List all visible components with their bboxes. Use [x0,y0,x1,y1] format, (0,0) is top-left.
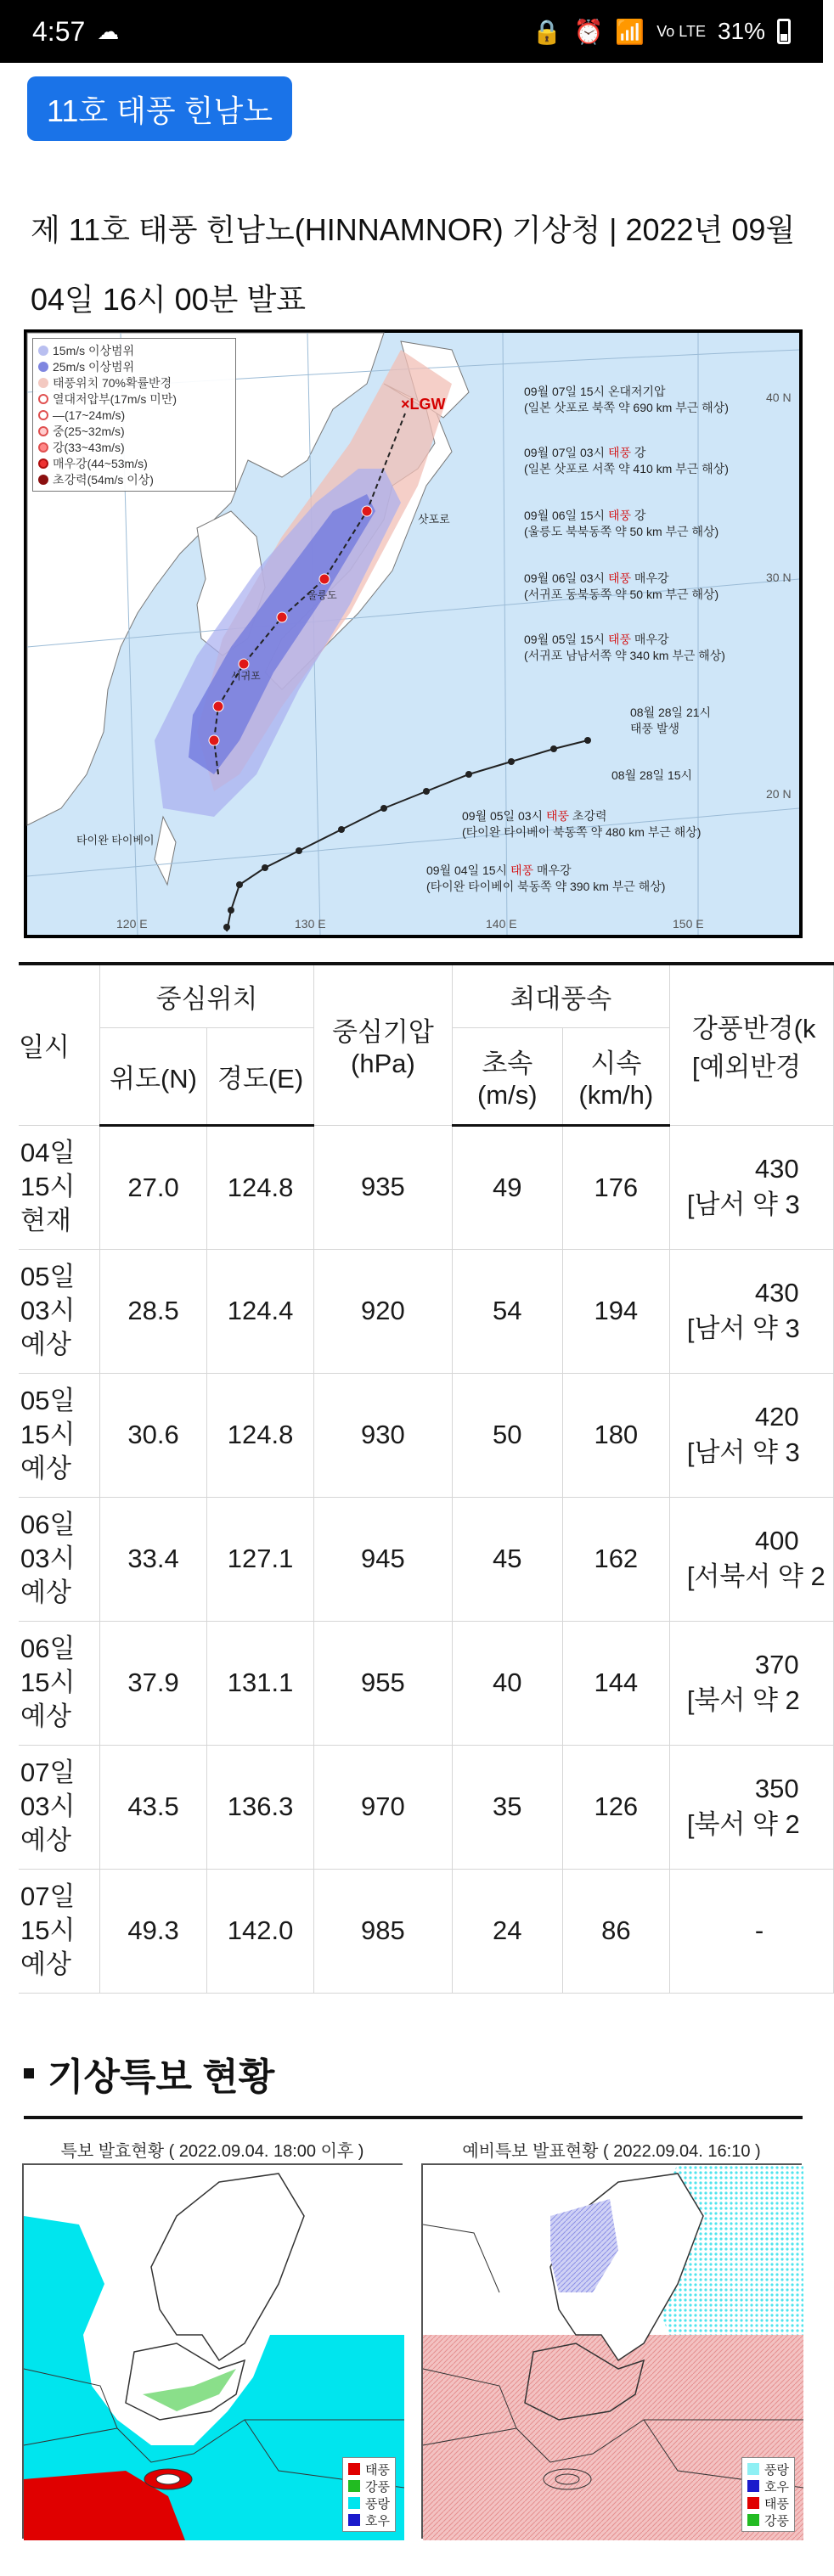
table-row [19,1249,834,1373]
label-seogwipo: 서귀포 [231,670,261,682]
legend-row [38,423,230,439]
table-row [19,1745,834,1869]
cell-pressure: 970 [314,1745,453,1869]
header-maxwind: 최대풍속 [452,964,669,1027]
forecast-table-wrapper[interactable] [19,962,826,1994]
label-sapporo: 삿포로 [418,513,450,526]
header-lon: 경도(E) [207,1027,314,1125]
section-title-text: 기상특보 현황 [48,2056,275,2098]
warning-map-current[interactable] [22,2163,403,2539]
cell-ms: 50 [452,1373,562,1497]
wifi-icon: 📶 [615,18,645,45]
forecast-table [19,962,834,1994]
label-ulleung: 울릉도 [307,589,337,601]
table-row [19,1497,834,1621]
cell-ms: 54 [452,1249,562,1373]
lgw-marker: ×LGW [401,396,446,413]
cell-lon: 124.8 [207,1373,314,1497]
cell-ms: 45 [452,1497,562,1621]
legend-row: 호우 [747,2478,789,2494]
legend-swatch-0 [38,346,48,356]
cell-kmh: 86 [562,1869,669,1993]
cell-kmh: 180 [562,1373,669,1497]
header-pressure: 중심기압 (hPa) [314,964,453,1125]
cell-pressure: 930 [314,1373,453,1497]
header-center: 중심위치 [100,964,314,1027]
legend-row: 풍랑 [348,2494,390,2511]
legend-swatch [348,2480,360,2492]
cell-lat: 37.9 [100,1621,207,1745]
legend-row: 태풍 [348,2461,390,2478]
legend-row: 강풍 [348,2478,390,2494]
cell-time: 05일 15시 예상 [19,1373,100,1497]
network-label: Vo LTE [656,22,706,40]
cell-ms: 24 [452,1869,562,1993]
legend-row: 태풍 [747,2494,789,2511]
legend-swatch [747,2480,759,2492]
cell-kmh: 126 [562,1745,669,1869]
legend-swatch-6 [38,442,48,453]
cell-time: 04일 15시 현재 [19,1125,100,1249]
cell-radius: 350 [북서 약 2 [669,1745,833,1869]
cell-lon: 142.0 [207,1869,314,1993]
tick-lon150: 150 E [673,917,704,931]
section-divider [24,2116,803,2119]
cell-kmh: 162 [562,1497,669,1621]
annotation-0907-15: 09월 07일 15시 온대저기압 (일본 삿포로 북쪽 약 690 km 부근 해상) [524,385,729,414]
warning-caption: 특보 발효현황 ( 2022.09.04. 18:00 이후 ) [60,2142,364,2161]
legend-label: 매우강(44~53m/s) [53,456,148,470]
cell-lon: 127.1 [207,1497,314,1621]
warning-legend-current [342,2457,396,2532]
legend-label: 중(25~32m/s) [53,424,125,438]
legend-row: 풍랑 [747,2461,789,2478]
legend-swatch-8 [38,475,48,485]
header-lat: 위도(N) [100,1027,207,1125]
lock-icon: 🔒 [532,18,562,45]
land-taiwan [155,817,176,885]
cell-lon: 124.8 [207,1125,314,1249]
cell-kmh: 176 [562,1125,669,1249]
annotation-0828-21: 08월 28일 21시 태풍 발생 [630,706,712,735]
legend-row: 강풍 [747,2511,789,2528]
warning-caption: 예비특보 발표현황 ( 2022.09.04. 16:10 ) [462,2142,761,2161]
cell-lat: 43.5 [100,1745,207,1869]
legend-row [38,407,230,423]
legend-row: 호우 [348,2511,390,2528]
alarm-icon: ⏰ [573,18,604,45]
legend-label: 초강력(54m/s 이상) [53,472,154,487]
legend-label: 15m/s 이상범위 [53,343,135,357]
legend-swatch-4 [38,410,48,420]
legend-row [38,439,230,455]
table-row [19,1373,834,1497]
warning-panel-current[interactable] [22,2140,403,2539]
cell-pressure: 945 [314,1497,453,1621]
annotation-0906-15: 09월 06일 15시 태풍 강 (울릉도 북북동쪽 약 50 km 부근 해상) [524,509,719,538]
legend-swatch [747,2514,759,2526]
cell-lat: 28.5 [100,1249,207,1373]
cell-lat: 30.6 [100,1373,207,1497]
table-row [19,1125,834,1249]
cell-pressure: 935 [314,1125,453,1249]
tick-lat20: 20 N [766,787,792,801]
legend-row [38,455,230,471]
legend-row [38,342,230,358]
legend-swatch-1 [38,362,48,372]
cell-time: 06일 15시 예상 [19,1621,100,1745]
tick-lat30: 30 N [766,571,792,584]
cell-time: 07일 03시 예상 [19,1745,100,1869]
legend-swatch-3 [38,394,48,404]
weather-notification-icon: ☁ [97,18,120,44]
battery-percent: 31% [717,18,765,44]
annotation-0904-15: 09월 04일 15시 태풍 매우강 (타이완 타이베이 북동쪽 약 390 km 부근 해상) [426,863,666,893]
tick-lat40: 40 N [766,391,792,404]
tick-lon130: 130 E [295,917,326,931]
cell-lat: 27.0 [100,1125,207,1249]
cell-radius: 420 [남서 약 3 [669,1373,833,1497]
page-title: 제 11호 태풍 힌남노(HINNAMNOR) 기상청 | 2022년 09월 04일 16시 00분 발표 [31,212,796,317]
annotation-0905-03: 09월 05일 03시 태풍 초강력 (타이완 타이베이 북동쪽 약 480 km 부근 해상) [462,809,702,839]
cell-lon: 136.3 [207,1745,314,1869]
cell-time: 07일 15시 예상 [19,1869,100,1993]
cell-pressure: 920 [314,1249,453,1373]
cell-lon: 131.1 [207,1621,314,1745]
cell-ms: 40 [452,1621,562,1745]
header-ms: 초속 (m/s) [452,1027,562,1125]
table-row [19,1621,834,1745]
cell-kmh: 194 [562,1249,669,1373]
tick-lon120: 120 E [116,917,148,931]
cell-lat: 49.3 [100,1869,207,1993]
label-taipei: 타이완 타이베이 [76,834,155,846]
legend-swatch [747,2463,759,2475]
legend-row [38,374,230,391]
typhoon-track-map [24,329,803,938]
legend-row [38,358,230,374]
header-time: 일시 [19,964,100,1125]
cell-time: 05일 03시 예상 [19,1249,100,1373]
legend-label: 열대저압부(17m/s 미만) [53,391,178,406]
legend-label: 강(33~43m/s) [53,440,125,454]
legend-swatch [348,2514,360,2526]
legend-swatch [747,2497,759,2509]
cell-radius: 370 [북서 약 2 [669,1621,833,1745]
table-row [19,1869,834,1993]
typhoon-tag-button[interactable]: 11호 태풍 힌남노 [27,76,292,141]
legend-label: 태풍위치 70%확률반경 [53,375,172,390]
cell-kmh: 144 [562,1621,669,1745]
warning-legend-preliminary [741,2457,795,2532]
legend-label: —(17~24m/s) [53,408,126,422]
cell-radius: - [669,1869,833,1993]
warning-panel-preliminary[interactable] [421,2140,802,2539]
status-icons [533,18,791,46]
cell-lon: 124.4 [207,1249,314,1373]
legend-swatch [348,2463,360,2475]
status-time: 4:57 [32,15,86,47]
annotation-0828-15: 08월 28일 15시 [611,768,693,782]
section-title [24,2046,274,2101]
cell-radius: 430 [남서 약 3 [669,1125,833,1249]
section-bullet-icon [24,2068,34,2078]
cell-lat: 33.4 [100,1497,207,1621]
cell-time: 06일 03시 예상 [19,1497,100,1621]
legend-swatch-7 [38,458,48,469]
warning-map-preliminary[interactable] [421,2163,802,2539]
legend-row [38,471,230,487]
legend-swatch-5 [38,426,48,436]
cell-radius: 400 [서북서 약 2 [669,1497,833,1621]
map-legend [32,338,236,492]
battery-icon [777,19,791,44]
status-bar [0,0,823,63]
cell-radius: 430 [남서 약 3 [669,1249,833,1373]
legend-swatch [348,2497,360,2509]
cell-ms: 35 [452,1745,562,1869]
annotation-0905-15: 09월 05일 15시 태풍 매우강 (서귀포 남남서쪽 약 340 km 부근 해상) [524,633,725,662]
annotation-0906-03: 09월 06일 03시 태풍 매우강 (서귀포 동북동쪽 약 50 km 부근 해상) [524,571,719,601]
header-radius: 강풍반경(k [예외반경 [669,964,833,1125]
legend-label: 25m/s 이상범위 [53,359,135,374]
legend-swatch-2 [38,378,48,388]
annotation-0907-03: 09월 07일 03시 태풍 강 (일본 삿포로 서쪽 약 410 km 부근 해상) [524,446,729,475]
cell-pressure: 955 [314,1621,453,1745]
legend-row [38,391,230,407]
cell-pressure: 985 [314,1869,453,1993]
cell-ms: 49 [452,1125,562,1249]
tick-lon140: 140 E [486,917,517,931]
header-kmh: 시속 (km/h) [562,1027,669,1125]
